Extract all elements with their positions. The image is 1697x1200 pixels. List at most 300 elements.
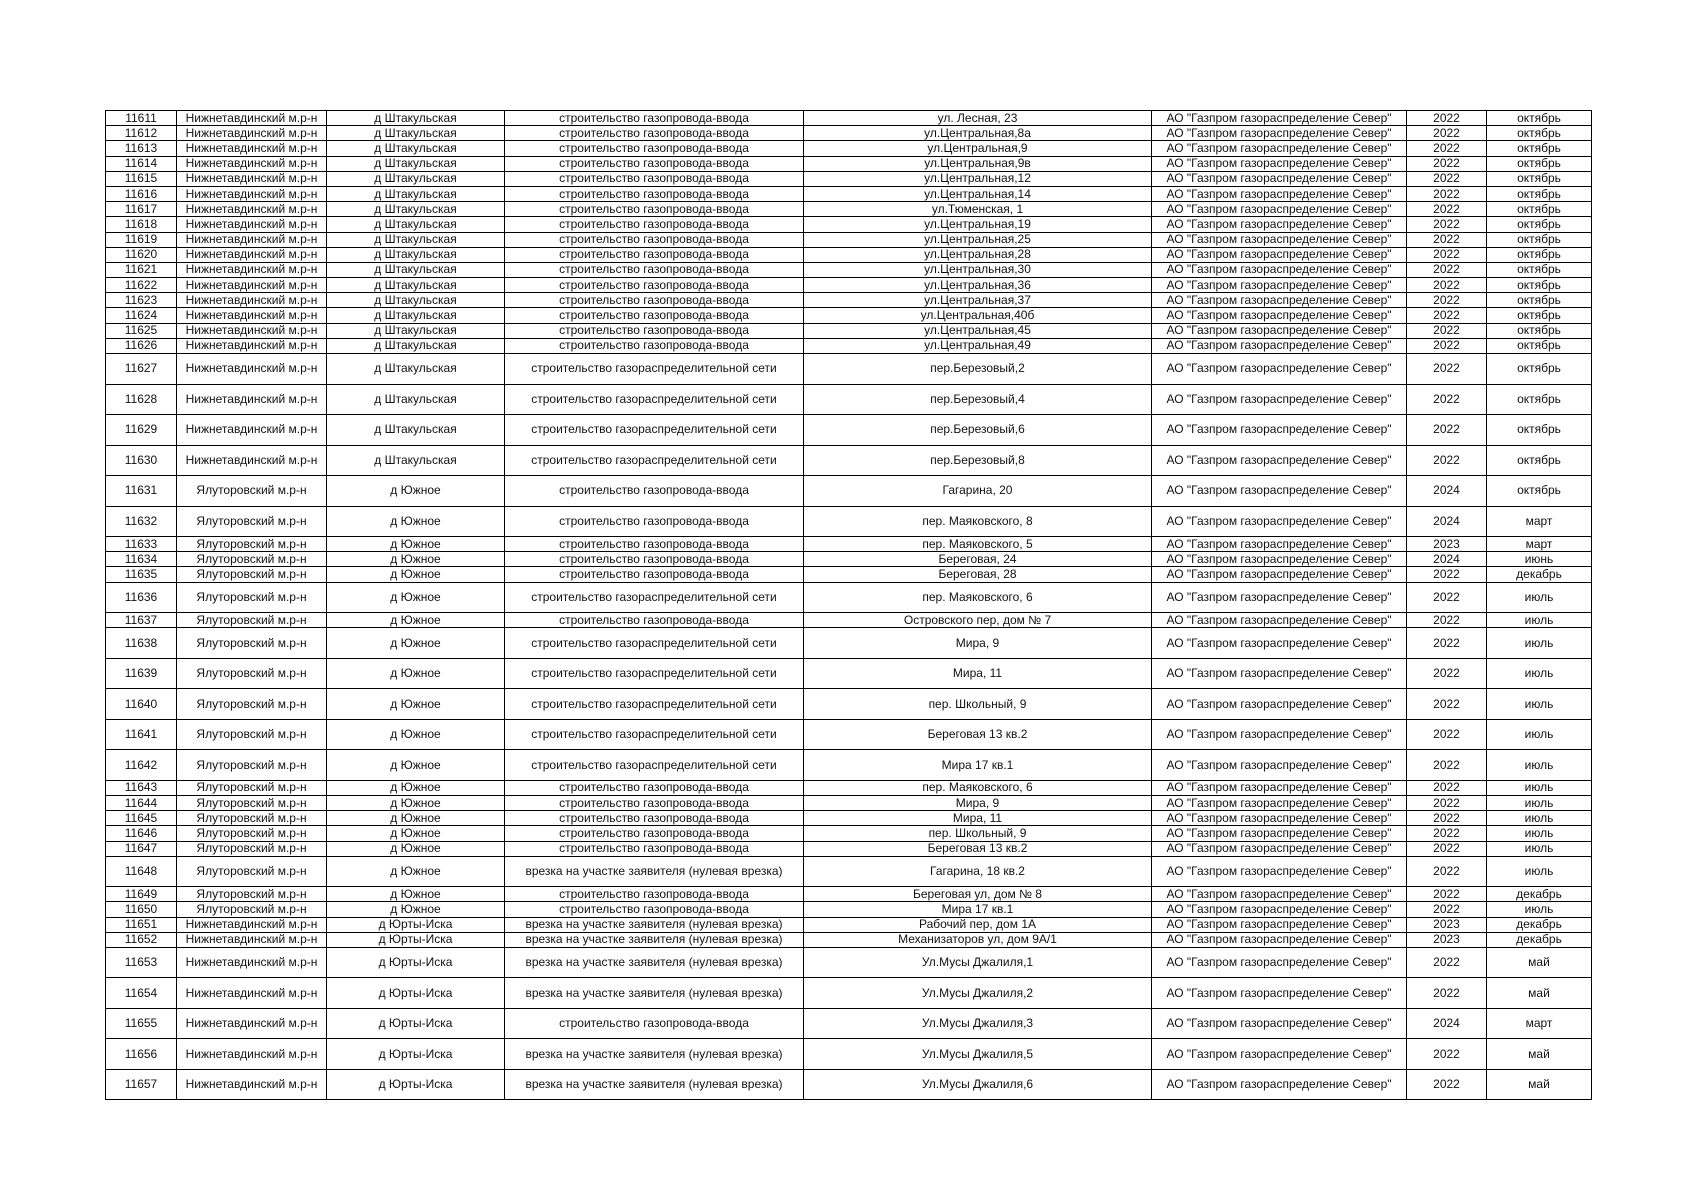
cell-district: Нижнетавдинский м.р-н	[177, 278, 327, 293]
cell-organization: АО "Газпром газораспределение Север"	[1152, 689, 1407, 720]
cell-district: Ялуторовский м.р-н	[177, 902, 327, 917]
table-row	[106, 658, 1592, 689]
cell-id: 11623	[106, 293, 177, 308]
cell-id: 11636	[106, 582, 177, 613]
cell-organization: АО "Газпром газораспределение Север"	[1152, 1069, 1407, 1100]
cell-id: 11620	[106, 247, 177, 262]
cell-id: 11619	[106, 232, 177, 247]
cell-year: 2022	[1407, 628, 1487, 659]
cell-settlement: д Южное	[327, 841, 505, 856]
cell-month: март	[1487, 1008, 1592, 1039]
cell-work-type: строительство газопровода-ввода	[505, 111, 804, 126]
cell-id: 11652	[106, 932, 177, 947]
cell-organization: АО "Газпром газораспределение Север"	[1152, 750, 1407, 781]
cell-address: Рабочий пер, дом 1А	[804, 917, 1152, 932]
cell-month: июль	[1487, 780, 1592, 795]
cell-organization: АО "Газпром газораспределение Север"	[1152, 323, 1407, 338]
cell-district: Ялуторовский м.р-н	[177, 567, 327, 582]
table-row	[106, 719, 1592, 750]
table-row	[106, 111, 1592, 126]
cell-organization: АО "Газпром газораспределение Север"	[1152, 780, 1407, 795]
cell-district: Нижнетавдинский м.р-н	[177, 978, 327, 1009]
cell-organization: АО "Газпром газораспределение Север"	[1152, 202, 1407, 217]
cell-organization: АО "Газпром газораспределение Север"	[1152, 308, 1407, 323]
cell-work-type: врезка на участке заявителя (нулевая врезка)	[505, 856, 804, 887]
table-row	[106, 323, 1592, 338]
cell-year: 2023	[1407, 932, 1487, 947]
cell-work-type: строительство газораспределительной сети	[505, 628, 804, 659]
cell-address: Мира, 11	[804, 811, 1152, 826]
cell-settlement: д Южное	[327, 887, 505, 902]
cell-id: 11615	[106, 171, 177, 186]
cell-year: 2022	[1407, 750, 1487, 781]
cell-settlement: д Южное	[327, 811, 505, 826]
cell-work-type: строительство газопровода-ввода	[505, 171, 804, 186]
cell-work-type: врезка на участке заявителя (нулевая врезка)	[505, 917, 804, 932]
cell-address: Гагарина, 18 кв.2	[804, 856, 1152, 887]
cell-organization: АО "Газпром газораспределение Север"	[1152, 354, 1407, 385]
cell-id: 11626	[106, 338, 177, 353]
table-row	[106, 887, 1592, 902]
cell-settlement: д Штакульская	[327, 156, 505, 171]
cell-month: июль	[1487, 582, 1592, 613]
cell-work-type: строительство газораспределительной сети	[505, 384, 804, 415]
cell-address: пер. Школьный, 9	[804, 689, 1152, 720]
cell-district: Ялуторовский м.р-н	[177, 658, 327, 689]
table-row	[106, 141, 1592, 156]
cell-district: Ялуторовский м.р-н	[177, 795, 327, 810]
cell-district: Ялуторовский м.р-н	[177, 841, 327, 856]
cell-year: 2022	[1407, 156, 1487, 171]
cell-organization: АО "Газпром газораспределение Север"	[1152, 902, 1407, 917]
cell-district: Нижнетавдинский м.р-н	[177, 156, 327, 171]
cell-work-type: строительство газопровода-ввода	[505, 278, 804, 293]
cell-settlement: д Южное	[327, 719, 505, 750]
cell-organization: АО "Газпром газораспределение Север"	[1152, 841, 1407, 856]
cell-month: декабрь	[1487, 917, 1592, 932]
table-row	[106, 506, 1592, 537]
cell-organization: АО "Газпром газораспределение Север"	[1152, 932, 1407, 947]
cell-organization: АО "Газпром газораспределение Север"	[1152, 217, 1407, 232]
cell-district: Нижнетавдинский м.р-н	[177, 217, 327, 232]
cell-work-type: строительство газопровода-ввода	[505, 841, 804, 856]
cell-organization: АО "Газпром газораспределение Север"	[1152, 917, 1407, 932]
cell-work-type: строительство газораспределительной сети	[505, 719, 804, 750]
cell-year: 2022	[1407, 841, 1487, 856]
cell-id: 11622	[106, 278, 177, 293]
cell-month: октябрь	[1487, 354, 1592, 385]
cell-address: ул.Центральная,30	[804, 262, 1152, 277]
cell-id: 11645	[106, 811, 177, 826]
cell-work-type: строительство газопровода-ввода	[505, 506, 804, 537]
cell-year: 2022	[1407, 354, 1487, 385]
cell-organization: АО "Газпром газораспределение Север"	[1152, 978, 1407, 1009]
cell-work-type: строительство газораспределительной сети	[505, 445, 804, 476]
cell-organization: АО "Газпром газораспределение Север"	[1152, 826, 1407, 841]
cell-organization: АО "Газпром газораспределение Север"	[1152, 947, 1407, 978]
cell-organization: АО "Газпром газораспределение Север"	[1152, 247, 1407, 262]
cell-address: ул.Центральная,36	[804, 278, 1152, 293]
cell-settlement: д Южное	[327, 537, 505, 552]
cell-address: пер. Школьный, 9	[804, 826, 1152, 841]
cell-district: Нижнетавдинский м.р-н	[177, 308, 327, 323]
cell-settlement: д Южное	[327, 552, 505, 567]
cell-settlement: д Штакульская	[327, 111, 505, 126]
table-row	[106, 354, 1592, 385]
cell-organization: АО "Газпром газораспределение Север"	[1152, 126, 1407, 141]
cell-district: Ялуторовский м.р-н	[177, 811, 327, 826]
cell-month: октябрь	[1487, 156, 1592, 171]
cell-district: Нижнетавдинский м.р-н	[177, 917, 327, 932]
cell-work-type: строительство газопровода-ввода	[505, 293, 804, 308]
cell-year: 2022	[1407, 262, 1487, 277]
cell-organization: АО "Газпром газораспределение Север"	[1152, 262, 1407, 277]
table-row	[106, 262, 1592, 277]
cell-address: Мира 17 кв.1	[804, 750, 1152, 781]
cell-month: октябрь	[1487, 202, 1592, 217]
cell-address: пер. Маяковского, 8	[804, 506, 1152, 537]
cell-month: октябрь	[1487, 171, 1592, 186]
table-row	[106, 537, 1592, 552]
cell-address: Ул.Мусы Джалиля,2	[804, 978, 1152, 1009]
cell-year: 2023	[1407, 917, 1487, 932]
cell-year: 2022	[1407, 126, 1487, 141]
cell-id: 11617	[106, 202, 177, 217]
cell-month: июль	[1487, 628, 1592, 659]
cell-work-type: строительство газопровода-ввода	[505, 567, 804, 582]
cell-settlement: д Штакульская	[327, 126, 505, 141]
cell-organization: АО "Газпром газораспределение Север"	[1152, 415, 1407, 446]
cell-work-type: строительство газопровода-ввода	[505, 902, 804, 917]
cell-district: Нижнетавдинский м.р-н	[177, 338, 327, 353]
cell-month: октябрь	[1487, 323, 1592, 338]
cell-month: июль	[1487, 658, 1592, 689]
cell-work-type: строительство газораспределительной сети	[505, 354, 804, 385]
cell-id: 11625	[106, 323, 177, 338]
cell-work-type: строительство газопровода-ввода	[505, 156, 804, 171]
cell-id: 11656	[106, 1039, 177, 1070]
cell-year: 2022	[1407, 141, 1487, 156]
cell-month: декабрь	[1487, 567, 1592, 582]
cell-address: ул.Центральная,8а	[804, 126, 1152, 141]
cell-organization: АО "Газпром газораспределение Север"	[1152, 445, 1407, 476]
cell-district: Нижнетавдинский м.р-н	[177, 232, 327, 247]
cell-work-type: строительство газопровода-ввода	[505, 217, 804, 232]
cell-year: 2022	[1407, 811, 1487, 826]
cell-settlement: д Южное	[327, 613, 505, 628]
cell-organization: АО "Газпром газораспределение Север"	[1152, 795, 1407, 810]
cell-year: 2022	[1407, 171, 1487, 186]
cell-district: Нижнетавдинский м.р-н	[177, 126, 327, 141]
cell-address: Мира, 9	[804, 628, 1152, 659]
cell-month: октябрь	[1487, 476, 1592, 507]
cell-id: 11639	[106, 658, 177, 689]
cell-id: 11627	[106, 354, 177, 385]
cell-id: 11624	[106, 308, 177, 323]
cell-year: 2022	[1407, 613, 1487, 628]
cell-organization: АО "Газпром газораспределение Север"	[1152, 537, 1407, 552]
cell-month: октябрь	[1487, 415, 1592, 446]
table-row	[106, 232, 1592, 247]
cell-settlement: д Штакульская	[327, 308, 505, 323]
table-row	[106, 917, 1592, 932]
data-table	[105, 110, 1592, 1100]
cell-settlement: д Штакульская	[327, 354, 505, 385]
cell-settlement: д Южное	[327, 902, 505, 917]
cell-work-type: врезка на участке заявителя (нулевая врезка)	[505, 1069, 804, 1100]
cell-organization: АО "Газпром газораспределение Север"	[1152, 613, 1407, 628]
cell-organization: АО "Газпром газораспределение Север"	[1152, 811, 1407, 826]
table-row	[106, 902, 1592, 917]
cell-id: 11633	[106, 537, 177, 552]
cell-address: Береговая ул, дом № 8	[804, 887, 1152, 902]
cell-year: 2022	[1407, 384, 1487, 415]
cell-settlement: д Южное	[327, 689, 505, 720]
cell-organization: АО "Газпром газораспределение Север"	[1152, 476, 1407, 507]
cell-work-type: строительство газопровода-ввода	[505, 186, 804, 201]
cell-district: Нижнетавдинский м.р-н	[177, 202, 327, 217]
cell-address: Мира, 11	[804, 658, 1152, 689]
cell-id: 11634	[106, 552, 177, 567]
table-row	[106, 415, 1592, 446]
cell-settlement: д Штакульская	[327, 293, 505, 308]
cell-id: 11637	[106, 613, 177, 628]
cell-month: июль	[1487, 902, 1592, 917]
cell-address: Береговая 13 кв.2	[804, 841, 1152, 856]
cell-settlement: д Штакульская	[327, 141, 505, 156]
cell-id: 11642	[106, 750, 177, 781]
cell-year: 2022	[1407, 780, 1487, 795]
table-row	[106, 338, 1592, 353]
cell-year: 2022	[1407, 887, 1487, 902]
cell-month: октябрь	[1487, 141, 1592, 156]
cell-month: октябрь	[1487, 217, 1592, 232]
cell-organization: АО "Газпром газораспределение Север"	[1152, 506, 1407, 537]
cell-organization: АО "Газпром газораспределение Север"	[1152, 856, 1407, 887]
cell-settlement: д Штакульская	[327, 445, 505, 476]
cell-organization: АО "Газпром газораспределение Север"	[1152, 1039, 1407, 1070]
cell-year: 2022	[1407, 338, 1487, 353]
cell-year: 2022	[1407, 719, 1487, 750]
cell-address: Ул.Мусы Джалиля,6	[804, 1069, 1152, 1100]
cell-month: декабрь	[1487, 887, 1592, 902]
cell-settlement: д Юрты-Иска	[327, 1008, 505, 1039]
cell-year: 2022	[1407, 856, 1487, 887]
cell-year: 2022	[1407, 202, 1487, 217]
cell-work-type: строительство газопровода-ввода	[505, 247, 804, 262]
cell-work-type: строительство газопровода-ввода	[505, 613, 804, 628]
table-row	[106, 247, 1592, 262]
cell-work-type: строительство газопровода-ввода	[505, 262, 804, 277]
cell-address: ул.Центральная,49	[804, 338, 1152, 353]
cell-district: Нижнетавдинский м.р-н	[177, 1039, 327, 1070]
cell-year: 2024	[1407, 1008, 1487, 1039]
cell-month: май	[1487, 1039, 1592, 1070]
cell-address: пер.Березовый,4	[804, 384, 1152, 415]
cell-organization: АО "Газпром газораспределение Север"	[1152, 567, 1407, 582]
cell-district: Нижнетавдинский м.р-н	[177, 186, 327, 201]
cell-district: Нижнетавдинский м.р-н	[177, 947, 327, 978]
cell-month: октябрь	[1487, 186, 1592, 201]
cell-month: май	[1487, 1069, 1592, 1100]
cell-address: пер. Маяковского, 6	[804, 780, 1152, 795]
cell-month: июль	[1487, 613, 1592, 628]
cell-district: Нижнетавдинский м.р-н	[177, 384, 327, 415]
cell-year: 2022	[1407, 978, 1487, 1009]
cell-organization: АО "Газпром газораспределение Север"	[1152, 1008, 1407, 1039]
cell-year: 2022	[1407, 567, 1487, 582]
cell-year: 2022	[1407, 658, 1487, 689]
cell-month: октябрь	[1487, 247, 1592, 262]
table-row	[106, 186, 1592, 201]
cell-year: 2024	[1407, 552, 1487, 567]
cell-address: ул. Лесная, 23	[804, 111, 1152, 126]
cell-settlement: д Южное	[327, 795, 505, 810]
cell-id: 11611	[106, 111, 177, 126]
cell-address: Ул.Мусы Джалиля,1	[804, 947, 1152, 978]
cell-month: июль	[1487, 811, 1592, 826]
cell-district: Ялуторовский м.р-н	[177, 689, 327, 720]
cell-id: 11638	[106, 628, 177, 659]
cell-month: октябрь	[1487, 293, 1592, 308]
cell-year: 2022	[1407, 1069, 1487, 1100]
cell-work-type: строительство газопровода-ввода	[505, 476, 804, 507]
cell-work-type: строительство газопровода-ввода	[505, 338, 804, 353]
cell-district: Ялуторовский м.р-н	[177, 537, 327, 552]
cell-work-type: строительство газораспределительной сети	[505, 415, 804, 446]
cell-id: 11648	[106, 856, 177, 887]
cell-id: 11628	[106, 384, 177, 415]
cell-month: октябрь	[1487, 232, 1592, 247]
cell-year: 2022	[1407, 582, 1487, 613]
cell-year: 2022	[1407, 947, 1487, 978]
cell-year: 2022	[1407, 902, 1487, 917]
table-row	[106, 856, 1592, 887]
cell-month: май	[1487, 978, 1592, 1009]
cell-year: 2024	[1407, 506, 1487, 537]
cell-organization: АО "Газпром газораспределение Север"	[1152, 232, 1407, 247]
cell-id: 11647	[106, 841, 177, 856]
cell-id: 11644	[106, 795, 177, 810]
cell-month: июль	[1487, 826, 1592, 841]
cell-settlement: д Штакульская	[327, 232, 505, 247]
table-row	[106, 171, 1592, 186]
table-row	[106, 476, 1592, 507]
table-body	[106, 111, 1592, 1100]
table-row	[106, 826, 1592, 841]
cell-month: октябрь	[1487, 308, 1592, 323]
cell-district: Нижнетавдинский м.р-н	[177, 141, 327, 156]
cell-id: 11631	[106, 476, 177, 507]
cell-id: 11643	[106, 780, 177, 795]
cell-district: Нижнетавдинский м.р-н	[177, 1069, 327, 1100]
cell-work-type: врезка на участке заявителя (нулевая врезка)	[505, 978, 804, 1009]
cell-address: Мира, 9	[804, 795, 1152, 810]
cell-id: 11632	[106, 506, 177, 537]
cell-address: Островского пер, дом № 7	[804, 613, 1152, 628]
cell-settlement: д Штакульская	[327, 338, 505, 353]
table-row	[106, 582, 1592, 613]
cell-district: Нижнетавдинский м.р-н	[177, 354, 327, 385]
cell-month: декабрь	[1487, 932, 1592, 947]
cell-month: июль	[1487, 795, 1592, 810]
cell-id: 11618	[106, 217, 177, 232]
cell-district: Ялуторовский м.р-н	[177, 887, 327, 902]
cell-id: 11640	[106, 689, 177, 720]
cell-organization: АО "Газпром газораспределение Север"	[1152, 552, 1407, 567]
cell-id: 11654	[106, 978, 177, 1009]
cell-address: ул.Центральная,45	[804, 323, 1152, 338]
cell-month: октябрь	[1487, 262, 1592, 277]
cell-organization: АО "Газпром газораспределение Север"	[1152, 719, 1407, 750]
table-row	[106, 978, 1592, 1009]
cell-work-type: врезка на участке заявителя (нулевая врезка)	[505, 947, 804, 978]
table-row	[106, 217, 1592, 232]
cell-settlement: д Южное	[327, 826, 505, 841]
cell-settlement: д Штакульская	[327, 323, 505, 338]
table-row	[106, 947, 1592, 978]
cell-year: 2022	[1407, 795, 1487, 810]
cell-id: 11655	[106, 1008, 177, 1039]
cell-month: июль	[1487, 856, 1592, 887]
cell-address: пер. Маяковского, 5	[804, 537, 1152, 552]
table-row	[106, 1039, 1592, 1070]
cell-month: октябрь	[1487, 338, 1592, 353]
cell-address: пер.Березовый,8	[804, 445, 1152, 476]
cell-month: март	[1487, 506, 1592, 537]
cell-year: 2022	[1407, 247, 1487, 262]
cell-year: 2022	[1407, 826, 1487, 841]
cell-month: октябрь	[1487, 111, 1592, 126]
cell-district: Ялуторовский м.р-н	[177, 506, 327, 537]
cell-address: ул.Центральная,19	[804, 217, 1152, 232]
cell-work-type: строительство газопровода-ввода	[505, 1008, 804, 1039]
cell-address: пер.Березовый,6	[804, 415, 1152, 446]
cell-work-type: строительство газопровода-ввода	[505, 323, 804, 338]
cell-district: Ялуторовский м.р-н	[177, 476, 327, 507]
cell-address: ул.Центральная,25	[804, 232, 1152, 247]
cell-district: Нижнетавдинский м.р-н	[177, 247, 327, 262]
cell-district: Ялуторовский м.р-н	[177, 552, 327, 567]
cell-id: 11649	[106, 887, 177, 902]
cell-id: 11635	[106, 567, 177, 582]
cell-id: 11612	[106, 126, 177, 141]
table-row	[106, 202, 1592, 217]
table-row	[106, 628, 1592, 659]
table-row	[106, 384, 1592, 415]
cell-district: Ялуторовский м.р-н	[177, 826, 327, 841]
cell-address: Мира 17 кв.1	[804, 902, 1152, 917]
cell-address: ул.Центральная,28	[804, 247, 1152, 262]
cell-address: ул.Центральная,12	[804, 171, 1152, 186]
table-row	[106, 567, 1592, 582]
cell-id: 11629	[106, 415, 177, 446]
cell-organization: АО "Газпром газораспределение Север"	[1152, 384, 1407, 415]
cell-settlement: д Юрты-Иска	[327, 1069, 505, 1100]
cell-work-type: врезка на участке заявителя (нулевая врезка)	[505, 1039, 804, 1070]
cell-settlement: д Юрты-Иска	[327, 1039, 505, 1070]
table-row	[106, 932, 1592, 947]
cell-district: Нижнетавдинский м.р-н	[177, 415, 327, 446]
cell-year: 2022	[1407, 278, 1487, 293]
cell-id: 11646	[106, 826, 177, 841]
cell-address: Ул.Мусы Джалиля,5	[804, 1039, 1152, 1070]
cell-address: пер.Березовый,2	[804, 354, 1152, 385]
cell-year: 2023	[1407, 537, 1487, 552]
cell-address: пер. Маяковского, 6	[804, 582, 1152, 613]
cell-district: Нижнетавдинский м.р-н	[177, 932, 327, 947]
cell-district: Ялуторовский м.р-н	[177, 750, 327, 781]
